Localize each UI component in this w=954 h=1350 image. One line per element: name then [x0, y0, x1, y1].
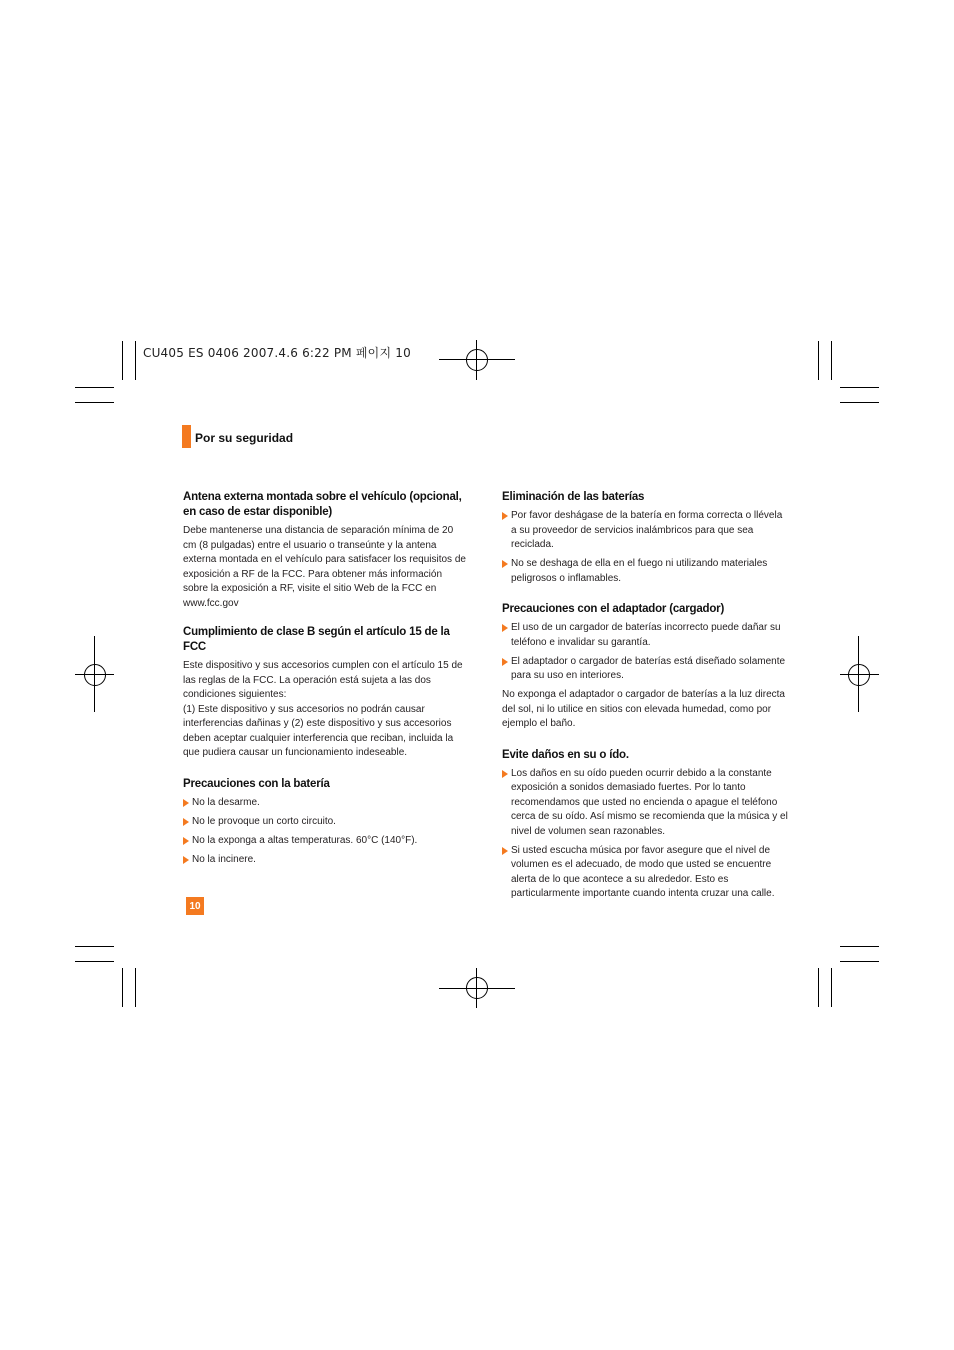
- crop-mark: [840, 387, 879, 388]
- print-slug: CU405 ES 0406 2007.4.6 6:22 PM 페이지 10: [143, 346, 411, 360]
- crop-mark: [75, 402, 114, 403]
- bullet-triangle-icon: [183, 818, 189, 826]
- list-item-text: No la incinere.: [192, 853, 256, 865]
- antena-body: Debe mantenerse una distancia de separación mínima de 20 cm (8 pulgadas) entre el usuario o transeúnte y la antena externa montada en el vehículo para satisfacer los requisitos de exposición a RF de la FCC. Para obtener más información sobre la exposición a RF, visite el sitio Web de la FCC en www.fcc.gov: [183, 525, 466, 609]
- crop-mark: [75, 387, 114, 388]
- list-item-text: No le provoque un corto circuito.: [192, 815, 336, 827]
- oido-section: [502, 748, 788, 902]
- crop-mark: [75, 961, 114, 962]
- list-item: [502, 655, 788, 684]
- fcc-heading: Cumplimiento de clase B según el artículo 15 de la FCC: [183, 626, 450, 653]
- registration-mark-icon: [466, 349, 488, 371]
- list-item: [183, 815, 467, 830]
- crop-mark: [122, 968, 123, 1007]
- crop-mark: [840, 946, 879, 947]
- page-number: 10: [186, 897, 204, 915]
- adaptador-section: [502, 602, 788, 732]
- list-item-text: El uso de un cargador de baterías incorrecto puede dañar su teléfono e invalidar su garantía.: [511, 622, 781, 648]
- list-item: [183, 834, 467, 849]
- eliminacion-heading: Eliminación de las baterías: [502, 491, 645, 503]
- bullet-triangle-icon: [502, 847, 508, 855]
- crop-mark: [122, 341, 123, 380]
- bullet-triangle-icon: [183, 837, 189, 845]
- right-column: [502, 490, 788, 915]
- crop-mark: [818, 341, 819, 380]
- crop-mark: [831, 341, 832, 380]
- list-item: [502, 844, 788, 902]
- registration-mark-icon: [84, 664, 106, 686]
- crop-mark: [840, 961, 879, 962]
- left-column: [183, 490, 467, 880]
- antena-heading: Antena externa montada sobre el vehículo (opcional, en caso de estar disponible): [183, 491, 462, 518]
- crop-mark: [831, 968, 832, 1007]
- registration-mark-icon: [466, 977, 488, 999]
- fcc-body-1: Este dispositivo y sus accesorios cumplen con el artículo 15 de las reglas de la FCC. La operación está sujeta a las dos condiciones siguientes:: [183, 660, 463, 700]
- list-item: [183, 796, 467, 811]
- list-item-text: Si usted escucha música por favor asegure que el nivel de volumen es el adecuado, de modo que usted se encuentre alerta de lo que acontece a su alrededor. Esto es particularmente importante cuando intenta cruzar una calle.: [511, 844, 775, 899]
- bullet-triangle-icon: [502, 658, 508, 666]
- crop-mark: [75, 946, 114, 947]
- list-item: [502, 557, 788, 586]
- list-item-text: No se deshaga de ella en el fuego ni utilizando materiales peligrosos o inflamables.: [511, 558, 768, 584]
- section-accent-bar: [182, 425, 191, 448]
- adaptador-list: [502, 621, 788, 684]
- bateria-heading: Precauciones con la batería: [183, 777, 330, 790]
- registration-mark-icon: [848, 664, 870, 686]
- antena-section: [183, 490, 467, 611]
- bateria-list: [183, 796, 467, 868]
- list-item: [183, 853, 467, 868]
- list-item-text: Por favor deshágase de la batería en forma correcta o llévela a su proveedor de servicios inalámbricos para que sea reciclada.: [511, 510, 783, 550]
- adaptador-body: No exponga el adaptador o cargador de baterías a la luz directa del sol, ni lo utilice en sitios con elevada humedad, como por ejemplo el baño.: [502, 689, 785, 729]
- list-item: [502, 509, 788, 553]
- bullet-triangle-icon: [502, 560, 508, 568]
- list-item-text: El adaptador o cargador de baterías está diseñado solamente para su uso en interiores.: [511, 655, 786, 681]
- oido-list: [502, 767, 788, 902]
- list-item-text: No la desarme.: [192, 796, 260, 808]
- bateria-section: [183, 777, 467, 868]
- fcc-body-2: (1) Este dispositivo y sus accesorios no podrán causar interferencias dañinas y (2) este dispositivo y sus accesorios deben aceptar cualquier interferencia que reciban, incluida la que pudiera causar un funcionamiento indeseable.: [183, 703, 454, 758]
- crop-mark: [135, 341, 136, 380]
- eliminacion-list: [502, 509, 788, 586]
- list-item: [502, 767, 788, 840]
- eliminacion-section: [502, 490, 788, 586]
- list-item-text: Los daños en su oído pueden ocurrir debido a la constante exposición a sonidos demasiado fuertes. Por lo tanto recomendamos que usted no encienda o apague el teléfono cerca de su oído. Así mismo se recomienda que la música y el nivel de volumen sean razonables.: [511, 767, 788, 837]
- crop-mark: [818, 968, 819, 1007]
- list-item: [502, 621, 788, 650]
- oido-heading: Evite daños en su o ído.: [502, 748, 629, 761]
- list-item-text: No la exponga a altas temperaturas. 60°C (140°F).: [192, 834, 418, 846]
- bullet-triangle-icon: [183, 856, 189, 864]
- section-title: Por su seguridad: [195, 431, 294, 445]
- bullet-triangle-icon: [502, 512, 508, 520]
- adaptador-heading: Precauciones con el adaptador (cargador): [502, 603, 725, 615]
- fcc-section: [183, 625, 467, 761]
- crop-mark: [840, 402, 879, 403]
- bullet-triangle-icon: [502, 624, 508, 632]
- crop-mark: [135, 968, 136, 1007]
- bullet-triangle-icon: [502, 770, 508, 778]
- bullet-triangle-icon: [183, 799, 189, 807]
